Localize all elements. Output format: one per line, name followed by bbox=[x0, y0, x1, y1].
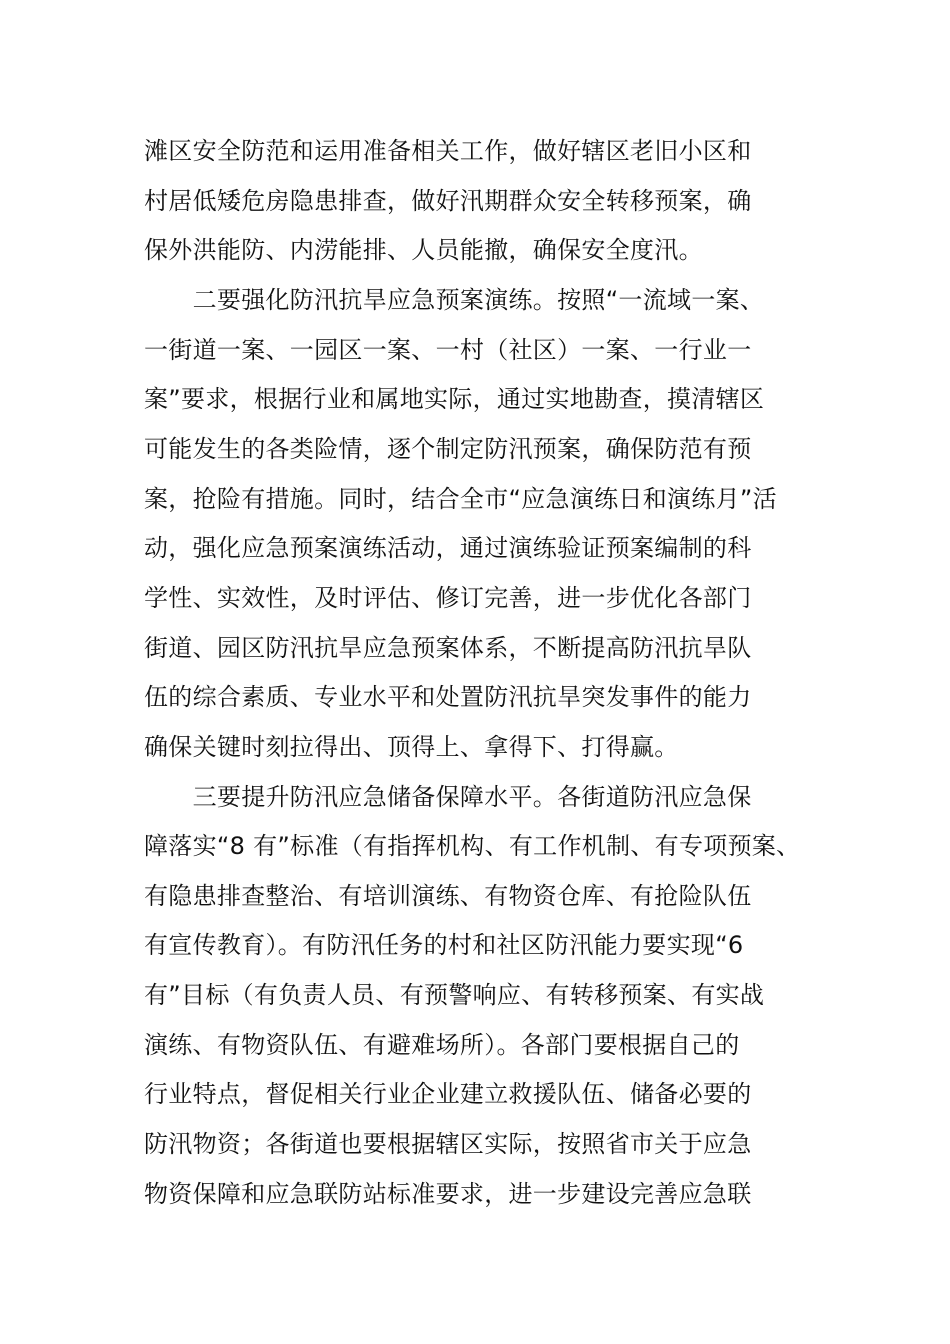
text-line: 滩区安全防范和运用准备相关工作，做好辖区老旧小区和 bbox=[144, 137, 752, 165]
text-line: 保外洪能防、内涝能排、人员能撤，确保安全度汛。 bbox=[144, 236, 703, 264]
text-line: 案”要求，根据行业和属地实际，通过实地勘查，摸清辖区 bbox=[144, 385, 765, 413]
text-line: 案，抢险有措施。同时，结合全市“应急演练日和演练月”活 bbox=[144, 485, 777, 513]
text-line: 演练、有物资队伍、有避难场所）。各部门要根据自己的 bbox=[144, 1031, 740, 1059]
text-line: 一街道一案、一园区一案、一村（社区）一案、一行业一 bbox=[144, 336, 752, 364]
text-line: 有宣传教育）。有防汛任务的村和社区防汛能力要实现“6 bbox=[144, 931, 744, 959]
text-line: 学性、实效性，及时评估、修订完善，进一步优化各部门 bbox=[144, 584, 752, 612]
text-line: 伍的综合素质、专业水平和处置防汛抗旱突发事件的能力 bbox=[144, 683, 752, 711]
paragraph-start-line: 三要提升防汛应急储备保障水平。各街道防汛应急保 bbox=[144, 783, 752, 811]
text-line: 有”目标（有负责人员、有预警响应、有转移预案、有实战 bbox=[144, 981, 765, 1009]
text-line: 物资保障和应急联防站标准要求，进一步建设完善应急联 bbox=[144, 1180, 752, 1208]
text-line: 街道、园区防汛抗旱应急预案体系，不断提高防汛抗旱队 bbox=[144, 634, 752, 662]
text-line: 防汛物资；各街道也要根据辖区实际，按照省市关于应急 bbox=[144, 1130, 752, 1158]
text-line: 确保关键时刻拉得出、顶得上、拿得下、打得赢。 bbox=[144, 733, 679, 761]
text-line: 障落实“8 有”标准（有指挥机构、有工作机制、有专项预案、 bbox=[144, 832, 801, 860]
text-line: 行业特点，督促相关行业企业建立救援队伍、储备必要的 bbox=[144, 1080, 752, 1108]
paragraph-start-line: 二要强化防汛抗旱应急预案演练。按照“一流域一案、 bbox=[144, 286, 765, 314]
text-line: 动，强化应急预案演练活动，通过演练验证预案编制的科 bbox=[144, 534, 752, 562]
text-line: 村居低矮危房隐患排查，做好汛期群众安全转移预案，确 bbox=[144, 187, 752, 215]
text-line: 可能发生的各类险情，逐个制定防汛预案，确保防范有预 bbox=[144, 435, 752, 463]
text-line: 有隐患排查整治、有培训演练、有物资仓库、有抢险队伍 bbox=[144, 882, 752, 910]
